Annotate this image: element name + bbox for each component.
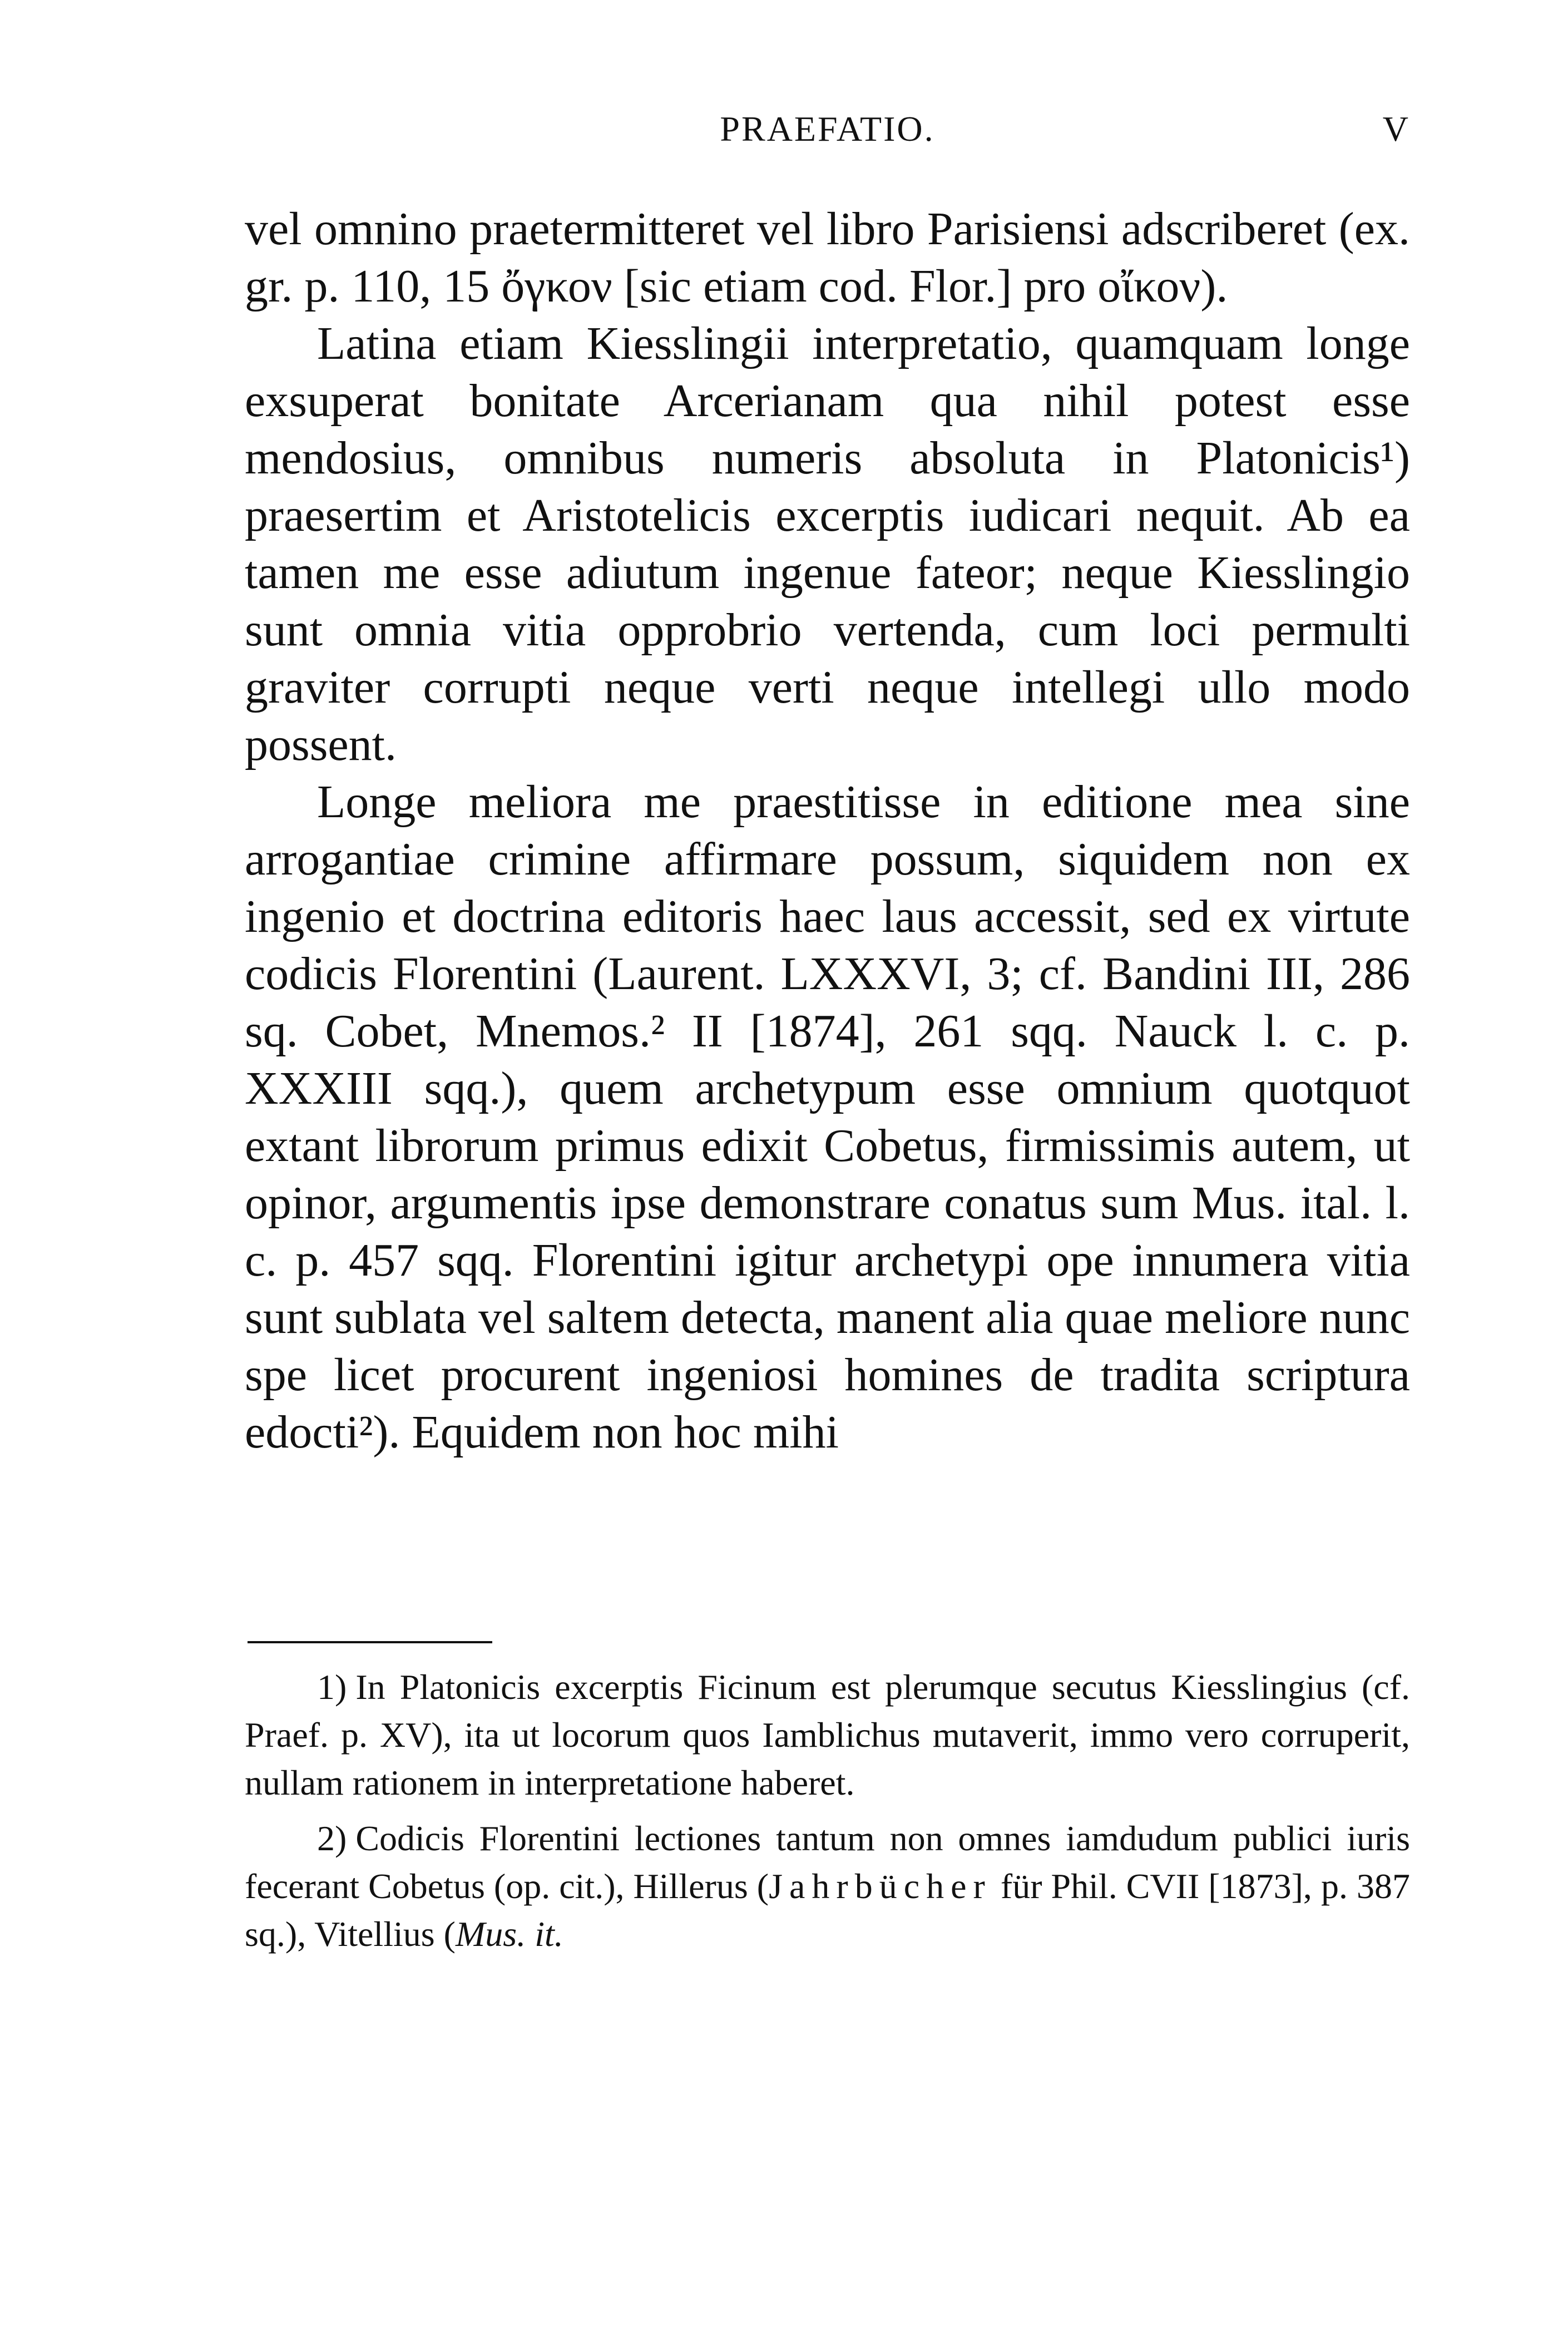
- paragraph-3: Longe meliora me praestitisse in editione mea sine arrogantiae crimine affirmare possum, siquidem non ex ingenio et doctrina editoris haec laus accessit, sed ex virtute codicis Florentini (Laurent. LXXXVI, 3; cf. Bandini III, 286 sq. Cobet, Mnemos.² II [1874], 261 sqq. Nauck l. c. p. XXXIII sqq.), quem archetypum esse omnium quotquot extant librorum primus edixit Cobetus, firmissimis autem, ut opinor, argumentis ipse demonstrare conatus sum Mus. ital. l. c. p. 457 sqq. Florentini igitur archetypi ope innumera vitia sunt sublata vel saltem detecta, manent alia quae meliore nunc spe licet procurent ingeniosi homines de tradita scriptura edocti²). Equidem non hoc mihi: [245, 776, 1410, 1458]
- footnote-2-journal: Jahrbücher: [769, 1866, 992, 1906]
- running-header: [245, 108, 1410, 159]
- footnote-2-text-a: Codicis Florentini lectiones tantum non omnes iamdudum publici iuris fecerant Cobetus (op. cit.), Hillerus (: [245, 1819, 1410, 1906]
- running-title: PRAEFATIO.: [720, 109, 935, 149]
- footnote-1-mark: 1): [317, 1667, 347, 1707]
- footnote-2-text-b: für Phil. CVII [1873], p. 387 sq.), Vitellius (: [245, 1866, 1411, 1954]
- footnote-1-text: In Platonicis excerptis Ficinum est plerumque secutus Kiesslingius (cf. Praef. p. XV), ita ut locorum quos Iamblichus mutaverit, immo vero corruperit, nullam rationem in interpretatione haberet.: [245, 1667, 1410, 1802]
- footnote-2-italic: Mus. it.: [455, 1914, 563, 1954]
- footnote-1: [245, 1663, 1410, 1807]
- paragraph-1: vel omnino praetermitteret vel libro Parisiensi adscriberet (ex. gr. p. 110, 15 ὄγκον [sic etiam cod. Flor.] pro οἴκον).: [245, 203, 1410, 312]
- page-number: V: [1382, 109, 1410, 149]
- footnote-2-mark: 2): [317, 1819, 347, 1858]
- footnote-2: [245, 1815, 1410, 1958]
- paragraph-2: Latina etiam Kiesslingii interpretatio, quamquam longe exsuperat bonitate Arcerianam qua nihil potest esse mendosius, omnibus numeris absoluta in Platonicis¹) praesertim et Aristotelicis excerptis iudicari nequit. Ab ea tamen me esse adiutum ingenue fateor; neque Kiesslingio sunt omnia vitia opprobrio vertenda, cum loci permulti graviter corrupti neque verti neque intellegi ullo modo possent.: [245, 318, 1410, 770]
- footnotes: [245, 1663, 1410, 1966]
- main-text: [245, 200, 1410, 1461]
- footnote-rule: [248, 1641, 492, 1643]
